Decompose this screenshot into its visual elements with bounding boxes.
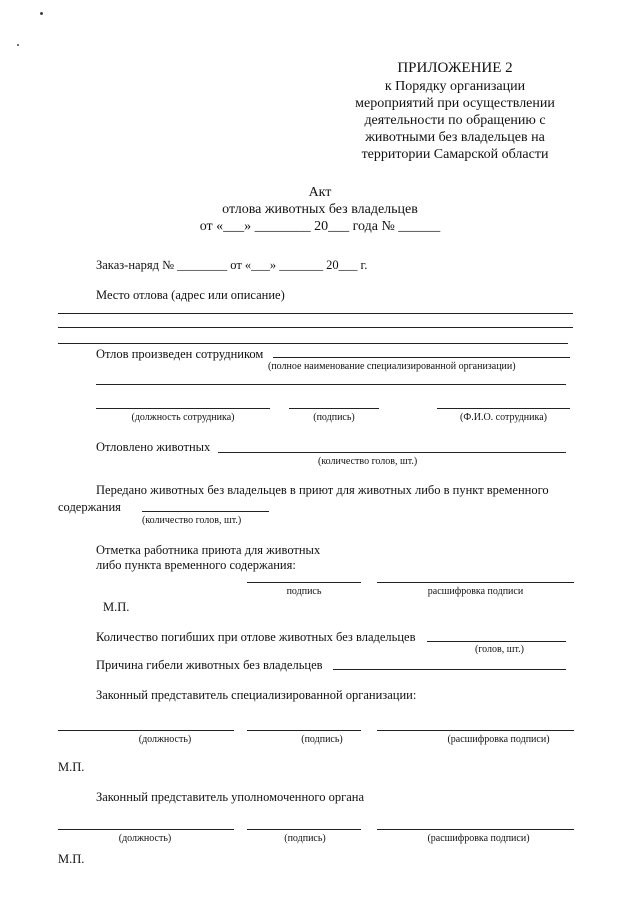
employee-org-line-2	[96, 384, 566, 385]
shelter-decoding-caption: расшифровка подписи	[427, 586, 524, 597]
dead-count-line	[427, 641, 566, 642]
employee-signature-line	[289, 408, 379, 409]
appendix-line: деятельности по обращению с	[364, 113, 546, 128]
auth-rep-signature-line	[247, 829, 361, 830]
place-line	[58, 327, 573, 328]
caught-line	[218, 452, 566, 453]
transferred-line-2: содержания	[58, 500, 121, 514]
appendix-line: к Порядку организации	[384, 79, 526, 94]
transferred-line-1: Передано животных без владельцев в приют для животных либо в пункт временного	[96, 483, 549, 497]
dead-reason-label: Причина гибели животных без владельцев	[96, 658, 323, 672]
document-date-line: от «___» ________ 20___ года № ______	[199, 219, 441, 234]
auth-rep-position-line	[58, 829, 234, 830]
shelter-mark-line-2: либо пункта временного содержания:	[96, 558, 296, 572]
spec-rep-signature-caption: (подпись)	[301, 734, 343, 745]
scan-speck	[17, 44, 19, 46]
caught-caption: (количество голов, шт.)	[318, 456, 418, 467]
document-subtitle: отлова животных без владельцев	[222, 202, 418, 217]
spec-rep-decoding-line	[377, 730, 574, 731]
dead-count-caption: (голов, шт.)	[475, 644, 524, 655]
caught-label: Отловлено животных	[96, 440, 211, 454]
document-title: Акт	[308, 185, 332, 200]
auth-rep-decoding-caption: (расшифровка подписи)	[427, 833, 530, 844]
auth-rep-decoding-line	[377, 829, 574, 830]
auth-rep-seal: М.П.	[58, 852, 85, 866]
employee-position-line	[96, 408, 270, 409]
shelter-signature-line	[247, 582, 361, 583]
shelter-seal: М.П.	[103, 600, 130, 614]
employee-org-line	[273, 357, 570, 358]
employee-fio-caption: (Ф.И.О. сотрудника)	[460, 412, 547, 423]
appendix-line: территории Самарской области	[361, 147, 549, 162]
spec-rep-position-caption: (должность)	[138, 734, 192, 745]
place-label: Место отлова (адрес или описание)	[96, 288, 285, 302]
employee-org-caption: (полное наименование специализированной организации)	[268, 361, 516, 372]
shelter-signature-caption: подпись	[286, 586, 322, 597]
place-line	[58, 313, 573, 314]
order-line: Заказ-наряд № ________ от «___» _______ 20___ г.	[96, 258, 368, 272]
appendix-line: животными без владельцев на	[365, 130, 545, 145]
scan-speck	[40, 12, 43, 15]
employee-signature-caption: (подпись)	[313, 412, 355, 423]
auth-rep-position-caption: (должность)	[118, 833, 172, 844]
spec-rep-label: Законный представитель специализированной организации:	[96, 688, 417, 702]
dead-reason-line	[333, 669, 566, 670]
transferred-count-line	[142, 511, 269, 512]
appendix-number: ПРИЛОЖЕНИЕ 2	[397, 60, 513, 76]
shelter-mark-line-1: Отметка работника приюта для животных	[96, 543, 321, 557]
employee-position-caption: (должность сотрудника)	[131, 412, 235, 423]
dead-count-label: Количество погибших при отлове животных без владельцев	[96, 630, 416, 644]
auth-rep-signature-caption: (подпись)	[284, 833, 326, 844]
employee-label: Отлов произведен сотрудником	[96, 347, 264, 361]
shelter-decoding-line	[377, 582, 574, 583]
employee-fio-line	[437, 408, 570, 409]
spec-rep-seal: М.П.	[58, 760, 85, 774]
appendix-line: мероприятий при осуществлении	[355, 96, 555, 111]
spec-rep-signature-line	[247, 730, 361, 731]
spec-rep-position-line	[58, 730, 234, 731]
transferred-caption: (количество голов, шт.)	[142, 515, 242, 526]
place-line	[58, 343, 568, 344]
spec-rep-decoding-caption: (расшифровка подписи)	[447, 734, 550, 745]
auth-rep-label: Законный представитель уполномоченного органа	[96, 790, 365, 804]
